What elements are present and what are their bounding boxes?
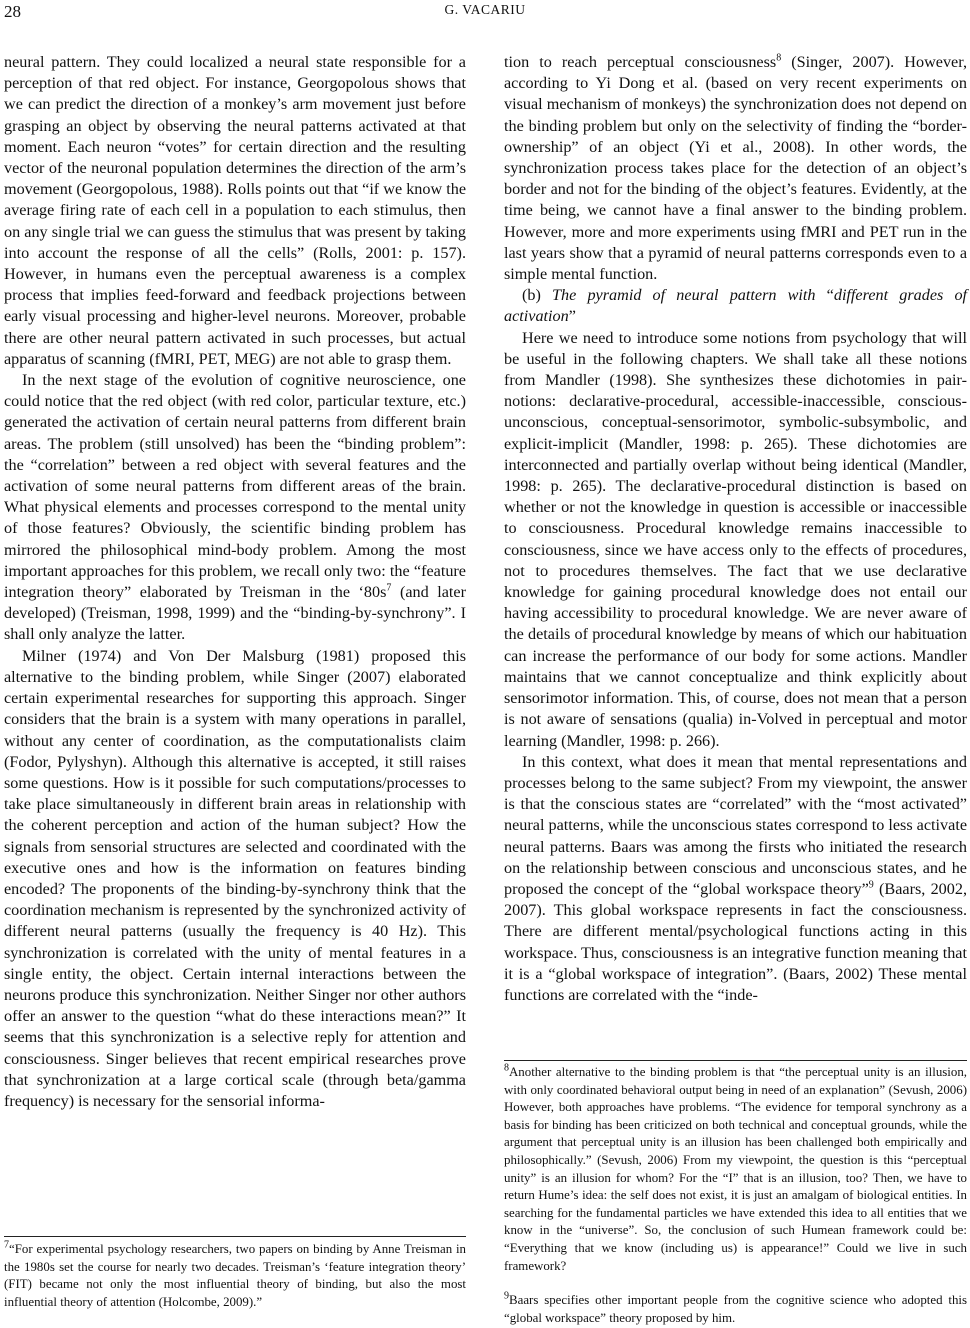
- footnote-ref-7[interactable]: 7: [386, 582, 392, 594]
- paragraph: [504, 752, 967, 1006]
- left-column: [4, 52, 466, 1112]
- text-run: tion to reach perceptual consciousness: [504, 53, 777, 71]
- paragraph: neural pattern. They could localized a neural state responsible for a perception of that red object. For instance, Georgopolous shows that we can predict the direction of a monkey’s arm movement just before grasping an object by observing the neural patterns activated at that moment. Each neuron “votes” for certain direction and the resulting vector of the neuronal population determines the direction of the arm’s movement (Georgopolous, 1988). Rolls points out that “if we know the average firing rate of each cell in a population to each stimulus, then on any single trial we can guess the stimulus that was present by taking into account the response of all the cells” (Rolls, 2001: p. 157). However, in humans even the perceptual awareness is a complex process that implies feed-forward and feedback projections between early visual processing and higher-level neurons. Moreover, probable there are other neural pattern activated in such processes, but actual apparatus of scanning (fMRI, PET, MEG) are not able to grasp them.: [4, 53, 466, 368]
- running-head: G. VACARIU: [444, 2, 526, 17]
- footnote-mark: 7: [4, 1239, 9, 1251]
- heading-quote: ”: [568, 307, 576, 326]
- text-run: (and later developed) (Treisman, 1998, 1999) and the “binding-by-synchrony”. I shall only analyze the latter.: [4, 583, 466, 644]
- footnote-mark: 9: [504, 1290, 509, 1302]
- page-number: 28: [4, 2, 21, 21]
- footnote-ref-9[interactable]: 9: [868, 879, 874, 891]
- footnote-text: Baars specifies other important people from the cognitive science who adopted this “global workspace” theory proposed by him.: [504, 1293, 967, 1325]
- footnote-text: “For experimental psychology researchers, two papers on binding by Anne Treisman in the 1980s set the course for nearly two decades. Treisman’s ‘feature integration theory’ (FIT) became not only the most influential theory of binding, but also the most influential theory of attention (Holcombe, 2009).”: [4, 1242, 466, 1309]
- footnote-text: Another alternative to the binding problem is that “the perceptual unity is an illusion, with only coordinated behavioral output being in need of an explanation” (Sevush, 2006) However, both approaches have problems. “The evidence for temporal synchrony as a basis for binding has been criticized on both technical and conceptual grounds, while the argument that perceptual unity is an illusion has been challenged both empirically and philosophically.” (Sevush, 2006) From my viewpoint, the question is this “perceptual unity” is an illusion for whom? For the “I” that is an illusion, too? Then, we have to return Hume’s idea: the self does not exist, it is just an amalgam of biological entities. In searching for the fundamental particles we have extended this idea to all entities that we know in the “universe”. So, the conclusion of such Humean framework could be: “Everything that we know (including us) is appearance!” Could we live in such framework?: [504, 1065, 967, 1273]
- footnote-rule: [4, 1236, 466, 1237]
- footnote-8: [504, 1064, 967, 1275]
- footnote-mark: 8: [504, 1062, 509, 1074]
- text-run: In this context, what does it mean that mental representations and processes belong to the same subject? From my viewpoint, the answer is that the conscious states are “correlated” with the “most activated” neural patterns, while the unconscious states correspond to less activate neural patterns. Baars was among the firsts who initiated the research on the relationship between conscious and unconscious states, and he proposed the concept of the “global workspace theory”: [504, 752, 968, 898]
- heading-italic: The pyramid of neural pattern with: [552, 286, 816, 305]
- right-column: [504, 52, 967, 1006]
- heading-label: (b): [522, 286, 553, 305]
- section-heading: [504, 285, 967, 327]
- paragraph: Milner (1974) and Von Der Malsburg (1981) proposed this alternative to the binding problem, while Singer (2007) elaborated certain experimental researches for supporting this approach. Singer considers that the brain is a system with many operations in parallel, without any center of coordination, as the computationalists claim (Fodor, Pylyshyn). Although this alternative is accepted, it still raises some questions. How is it possible for such computations/processes to take place simultaneously in different brain areas in relationship with the coherent perception and action of the human subject? How the signals from sensorial structures are selected and coordinated with the executive ones and how is the information on features binding encoded? The proponents of the binding-by-synchrony think that the coordination mechanism is represented by the synchronized activity of different neural patterns (usually the frequency is 40 Hz). This synchronization is correlated with the unity of mental features in a single entity, the object. Certain internal interactions between the neurons produce this synchronization. Neither Singer nor other authors offer an answer to the question “what do these interactions mean?” It seems that this synchronization is a selective reply for attention and consciousness. Singer believes that recent empirical researches prove that synchronization at a large cortical scale (through beta/gamma frequency) is necessary for the sensorial informa-: [4, 646, 466, 1110]
- footnote-9: [504, 1292, 967, 1327]
- paragraph: [504, 52, 967, 285]
- text-run: (Singer, 2007). However, according to Yi Dong et al. (based on very recent experiments on visual mechanism of monkeys) the synchronization does not depend on the binding problem but only on the selectivity of finding the “border-ownership” of an object (Yi et al., 2008). In other words, the synchronization process takes place for the detection of an object’s border and not for the binding of the object’s features. Evidently, at the time being, we cannot have a final answer to the binding problem. However, more and more experiments using fMRI and PET run in the last years show that a pyramid of neural patterns corresponds even to a simple mental function.: [504, 53, 968, 284]
- footnote-rule: [504, 1060, 967, 1061]
- heading-quote: “: [815, 286, 834, 305]
- footnote-7: [4, 1241, 466, 1311]
- text-run: (Baars, 2002, 2007). This global workspace represents in fact the consciousness. There are different mental/psychological functions acting in this workspace. Thus, consciousness is an integrative function meaning that it is a “global workspace of integration”. (Baars, 2002) These mental functions are correlated with the “inde-: [504, 879, 967, 1004]
- paragraph: Here we need to introduce some notions from psychology that will be useful in the following chapters. We shall take all these notions from Mandler (1998). She synthesizes these dichotomies in pair-notions: declarative-procedural, accessible-inaccessible, conscious-unconscious, conceptual-sensorimotor, symbolic-subsymbolic, and explicit-implicit (Mandler, 1998: p. 265). These dichotomies are interconnected and partially overlap without being identical (Mandler, 1998: p. 265). The declarative-procedural distinction is based on whether or not the knowledge in question is accessible or inaccessible to consciousness. Procedural knowledge remains inaccessible to consciousness, since we have access only to the effects of procedures, not to procedures themselves. The fact that we use declarative knowledge for gaining procedural knowledge does not entail our having accessibility to procedural knowledge. We are never aware of the details of procedural knowledge by means of which our habituation can increase the performance of our body for some actions. Mandler maintains that we cannot conceptualize and think explicitly about sensorimotor information. This, of course, does not mean that a person is not aware of sensations (qualia) in-Volved in perceptual and motor learning (Mandler, 1998: p. 266).: [504, 328, 967, 750]
- text-run: In the next stage of the evolution of cognitive neuroscience, one could notice that the red object (with red color, particular texture, etc.) generated the activation of certain neural patterns from different brain areas. The problem (still unsolved) has been the “binding problem”: the “correlation” between a red object with several features and the activation of some neural patterns from different areas of the brain. What physical elements and processes correspond to the mental unity of those features? Obviously, the scientific binding problem has mirrored the philosophical mind-body problem. Among the most important approaches for this problem, we recall only two: the “feature integration theory” elaborated by Treisman in the ‘80s: [4, 371, 466, 602]
- heading-italic: different grades of activation: [504, 286, 968, 326]
- paragraph: [4, 370, 466, 646]
- footnote-ref-8[interactable]: 8: [776, 52, 782, 64]
